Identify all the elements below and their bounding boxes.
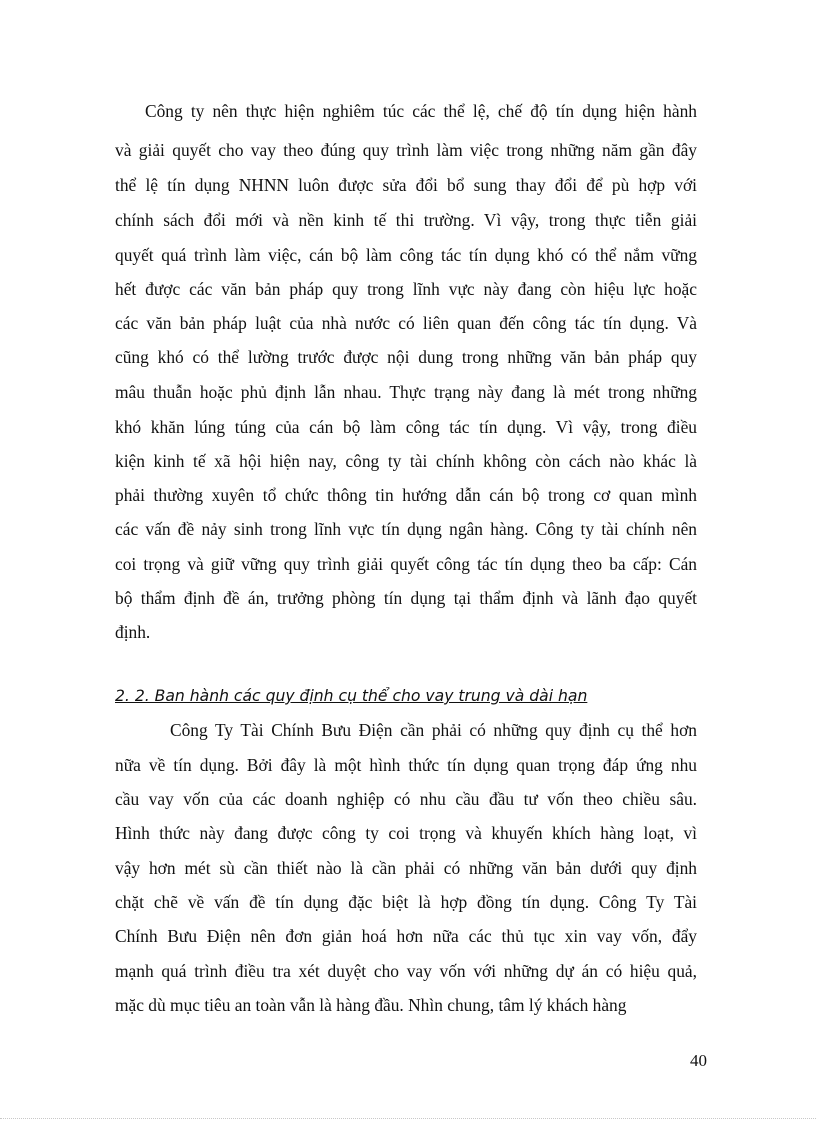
body-text-line: mạnh quá trình điều tra xét duyệt cho vay vốn với những dự án có hiệu quả, (115, 961, 697, 981)
body-text-line: kiện kinh tế xã hội hiện nay, công ty tài chính không còn cách nào khác là (115, 451, 697, 471)
body-text-line: và giải quyết cho vay theo đúng quy trình làm việc trong những năm gần đây (115, 140, 697, 160)
body-text-line: Công Ty Tài Chính Bưu Điện cần phải có những quy định cụ thể hơn (170, 720, 697, 740)
body-text-line: vậy hơn mét sù cần thiết nào là cần phải có những văn bản dưới quy định (115, 858, 697, 878)
body-text-line: khó khăn lúng túng của cán bộ làm công tác tín dụng. Vì vậy, trong điều (115, 417, 697, 437)
body-text-line: phải thường xuyên tổ chức thông tin hướng dẫn cán bộ trong cơ quan mình (115, 485, 697, 505)
page-bottom-rule (0, 1118, 816, 1119)
section-heading: 2. 2. Ban hành các quy định cụ thể cho vay trung và dài hạn (115, 687, 588, 705)
body-text-line: các văn bản pháp luật của nhà nước có liên quan đến công tác tín dụng. Và (115, 313, 697, 333)
body-text-line: nữa về tín dụng. Bởi đây là một hình thức tín dụng quan trọng đáp ứng nhu (115, 755, 697, 775)
body-text-line: coi trọng và giữ vững quy trình giải quyết công tác tín dụng theo ba cấp: Cán (115, 554, 697, 574)
body-text-line: thể lệ tín dụng NHNN luôn được sửa đổi bổ sung thay đổi để pù hợp với (115, 175, 697, 195)
body-text-line: chặt chẽ về vấn đề tín dụng đặc biệt là hợp đồng tín dụng. Công Ty Tài (115, 892, 697, 912)
body-text-line: bộ thẩm định đề án, trưởng phòng tín dụng tại thẩm định và lãnh đạo quyết (115, 588, 697, 608)
body-text-line: Hình thức này đang được công ty coi trọng và khuyến khích hàng loạt, vì (115, 823, 697, 843)
body-text-line: định. (115, 622, 151, 642)
body-text-line: mặc dù mục tiêu an toàn vẫn là hàng đầu. Nhìn chung, tâm lý khách hàng (115, 995, 627, 1015)
body-text-line: các vấn đề nảy sinh trong lĩnh vực tín dụng ngân hàng. Công ty tài chính nên (115, 519, 697, 539)
body-text-line: mâu thuẫn hoặc phủ định lẫn nhau. Thực trạng này đang là mét trong những (115, 382, 697, 402)
body-text-line: Chính Bưu Điện nên đơn giản hoá hơn nữa các thủ tục xin vay vốn, đẩy (115, 926, 697, 946)
page-number: 40 (690, 1051, 707, 1070)
body-text-line: hết được các văn bản pháp quy trong lĩnh vực này đang còn hiệu lực hoặc (115, 279, 697, 299)
body-text-line: chính sách đổi mới và nền kinh tế thi trường. Vì vậy, trong thực tiễn giải (115, 210, 697, 230)
body-text-line: cũng khó có thể lường trước được nội dung trong những văn bản pháp quy (115, 347, 697, 367)
body-text-line: quyết quá trình làm việc, cán bộ làm công tác tín dụng khó có thể nắm vững (115, 245, 697, 265)
body-text-line: Công ty nên thực hiện nghiêm túc các thể lệ, chế độ tín dụng hiện hành (145, 101, 697, 121)
body-text-line: cầu vay vốn của các doanh nghiệp có nhu cầu đầu tư vốn theo chiều sâu. (115, 789, 697, 809)
